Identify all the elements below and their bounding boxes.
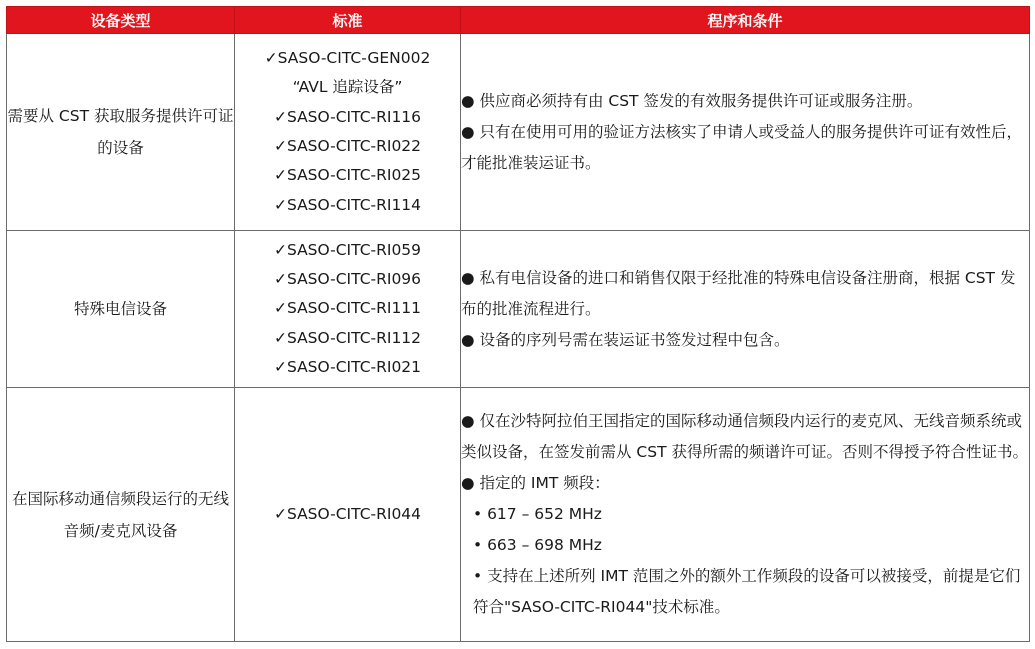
device-type-cell: 需要从 CST 获取服务提供许可证的设备: [7, 34, 235, 231]
standard-item: ✓SASO-CITC-RI022: [273, 137, 422, 155]
standard-item: ✓SASO-CITC-RI111: [273, 299, 422, 318]
standard-item: “AVL 追踪设备”: [292, 78, 403, 97]
standard-item: ✓SASO-CITC-RI059: [273, 240, 422, 259]
standard-item: ✓SASO-CITC-RI021: [273, 358, 422, 377]
standards-cell: [235, 231, 461, 388]
standard-item: ✓SASO-CITC-GEN002: [264, 48, 431, 67]
conditions-cell: [461, 388, 1030, 642]
standard-item: ✓SASO-CITC-RI116: [273, 107, 422, 126]
condition-item: ● 指定的 IMT 频段：: [461, 474, 610, 492]
conditions-cell: [461, 231, 1030, 388]
requirements-table: [6, 6, 1030, 642]
band-item: • 663 – 698 MHz: [473, 536, 602, 554]
standard-item: ✓SASO-CITC-RI096: [273, 269, 422, 288]
table-row: [7, 231, 1030, 388]
condition-item: ● 设备的序列号需在装运证书签发过程中包含。: [461, 330, 790, 349]
device-type-cell: 在国际移动通信频段运行的无线音频/麦克风设备: [7, 388, 235, 642]
conditions-cell: [461, 34, 1030, 231]
table-row: [7, 388, 1030, 642]
standard-item: ✓SASO-CITC-RI044: [273, 504, 422, 523]
standard-item: ✓SASO-CITC-RI112: [273, 328, 422, 347]
condition-item: ● 私有电信设备的进口和销售仅限于经批准的特殊电信设备注册商，根据 CST 发布的批准流程进行。: [461, 268, 1016, 318]
band-item: • 617 – 652 MHz: [473, 505, 602, 523]
condition-item: ● 仅在沙特阿拉伯王国指定的国际移动通信频段内运行的麦克风、无线音频系统或类似设备，在签发前需从 CST 获得所需的频谱许可证。否则不得授予符合性证书。: [461, 412, 1028, 461]
condition-item: ● 供应商必须持有由 CST 签发的有效服务提供许可证或服务注册。: [461, 91, 923, 110]
header-standard: 标准: [235, 7, 461, 34]
table-row: [7, 34, 1030, 231]
header-row: [7, 7, 1030, 34]
header-device-type: 设备类型: [7, 7, 235, 34]
standard-item: ✓SASO-CITC-RI025: [273, 166, 422, 185]
standard-item: ✓SASO-CITC-RI114: [273, 195, 422, 214]
device-type-cell: 特殊电信设备: [7, 231, 235, 388]
header-procedures: 程序和条件: [461, 7, 1030, 34]
standards-cell: [235, 34, 461, 231]
standards-cell: [235, 388, 461, 642]
condition-note: • 支持在上述所列 IMT 范围之外的额外工作频段的设备可以被接受，前提是它们符合"SASO-CITC-RI044"技术标准。: [473, 567, 1021, 616]
condition-item: ● 只有在使用可用的验证方法核实了申请人或受益人的服务提供许可证有效性后，才能批准装运证书。: [461, 122, 1022, 172]
